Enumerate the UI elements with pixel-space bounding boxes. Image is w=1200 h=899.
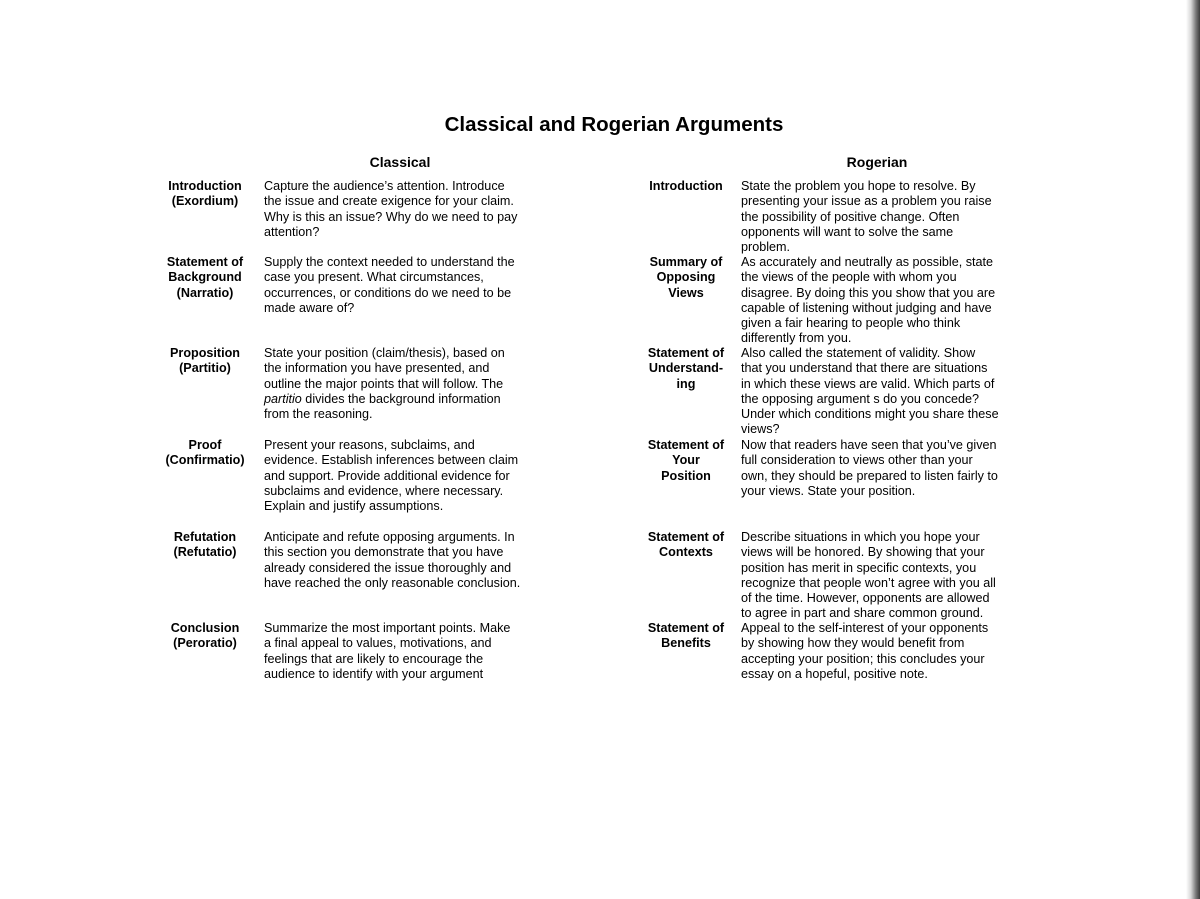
rogerian-desc-understanding: Also called the statement of validity. Show that you understand that there are situations in which these views are valid. Which parts of the opposing argument s do you concede? Under which conditions might you share these views? bbox=[741, 346, 999, 437]
rogerian-desc-opposing-views: As accurately and neutrally as possible, state the views of the people with whom you disagree. By doing this you show that you are capable of listening without judging and have given a fair hearing to people who think differently from you. bbox=[741, 255, 996, 346]
classical-desc-conclusion: Summarize the most important points. Make a final appeal to values, motivations, and feelings that are likely to encourage the audience to identify with your argument bbox=[264, 621, 511, 681]
classical-desc-refutation: Anticipate and refute opposing arguments. In this section you demonstrate that you have already considered the issue thoroughly and have reached the only reasonable conclusion. bbox=[264, 530, 521, 590]
classical-desc-proposition: State your position (claim/thesis), based on the information you have presented, and outline the major points that will follow. The partitio divides the background information from the reasoning. bbox=[264, 346, 505, 422]
classical-label-proposition: Proposition (Partitio) bbox=[170, 346, 240, 376]
rogerian-desc-introduction: State the problem you hope to resolve. By presenting your issue as a problem you raise the possibility of positive change. Often opponents will want to solve the same problem. bbox=[741, 179, 992, 255]
rogerian-label-opposing-views: Summary of Opposing Views bbox=[649, 255, 723, 300]
rogerian-label-position: Statement of Your Position bbox=[647, 438, 725, 483]
rogerian-label-introduction: Introduction bbox=[649, 179, 723, 193]
rogerian-heading: Rogerian bbox=[846, 154, 908, 170]
classical-heading: Classical bbox=[369, 154, 431, 170]
classical-desc-background: Supply the context needed to understand the case you present. What circumstances, occurrences, or conditions do we need to be made aware of? bbox=[264, 255, 515, 315]
classical-desc-introduction: Capture the audience’s attention. Introduce the issue and create exigence for your claim. Why is this an issue? Why do we need to pay attention? bbox=[264, 179, 518, 239]
classical-label-proof: Proof (Confirmatio) bbox=[165, 438, 245, 468]
classical-label-refutation: Refutation (Refutatio) bbox=[173, 530, 237, 560]
classical-label-conclusion: Conclusion (Peroratio) bbox=[170, 621, 240, 651]
rogerian-desc-position: Now that readers have seen that you’ve given full consideration to views other than your own, they should be prepared to listen fairly to your views. State your position. bbox=[741, 438, 998, 498]
partitio-term: partitio bbox=[264, 391, 302, 406]
rogerian-label-understanding: Statement of Understand- ing bbox=[647, 346, 725, 391]
classical-label-introduction: Introduction (Exordium) bbox=[168, 179, 242, 209]
rogerian-label-benefits: Statement of Benefits bbox=[647, 621, 725, 651]
classical-label-background: Statement of Background (Narratio) bbox=[166, 255, 244, 300]
rogerian-label-contexts: Statement of Contexts bbox=[647, 530, 725, 560]
classical-desc-proof: Present your reasons, subclaims, and evidence. Establish inferences between claim and support. Provide additional evidence for subclaims and evidence, where necessary. Explain and justify assumptions. bbox=[264, 438, 519, 514]
document-title: Classical and Rogerian Arguments bbox=[444, 113, 784, 136]
rogerian-desc-contexts: Describe situations in which you hope your views will be honored. By showing that your position has merit in specific contexts, you recognize that people won’t agree with you all of the time. However, opponents are allowed to agree in part and share common ground. bbox=[741, 530, 996, 621]
rogerian-desc-benefits: Appeal to the self-interest of your opponents by showing how they would benefit from accepting your position; this concludes your essay on a hopeful, positive note. bbox=[741, 621, 989, 681]
